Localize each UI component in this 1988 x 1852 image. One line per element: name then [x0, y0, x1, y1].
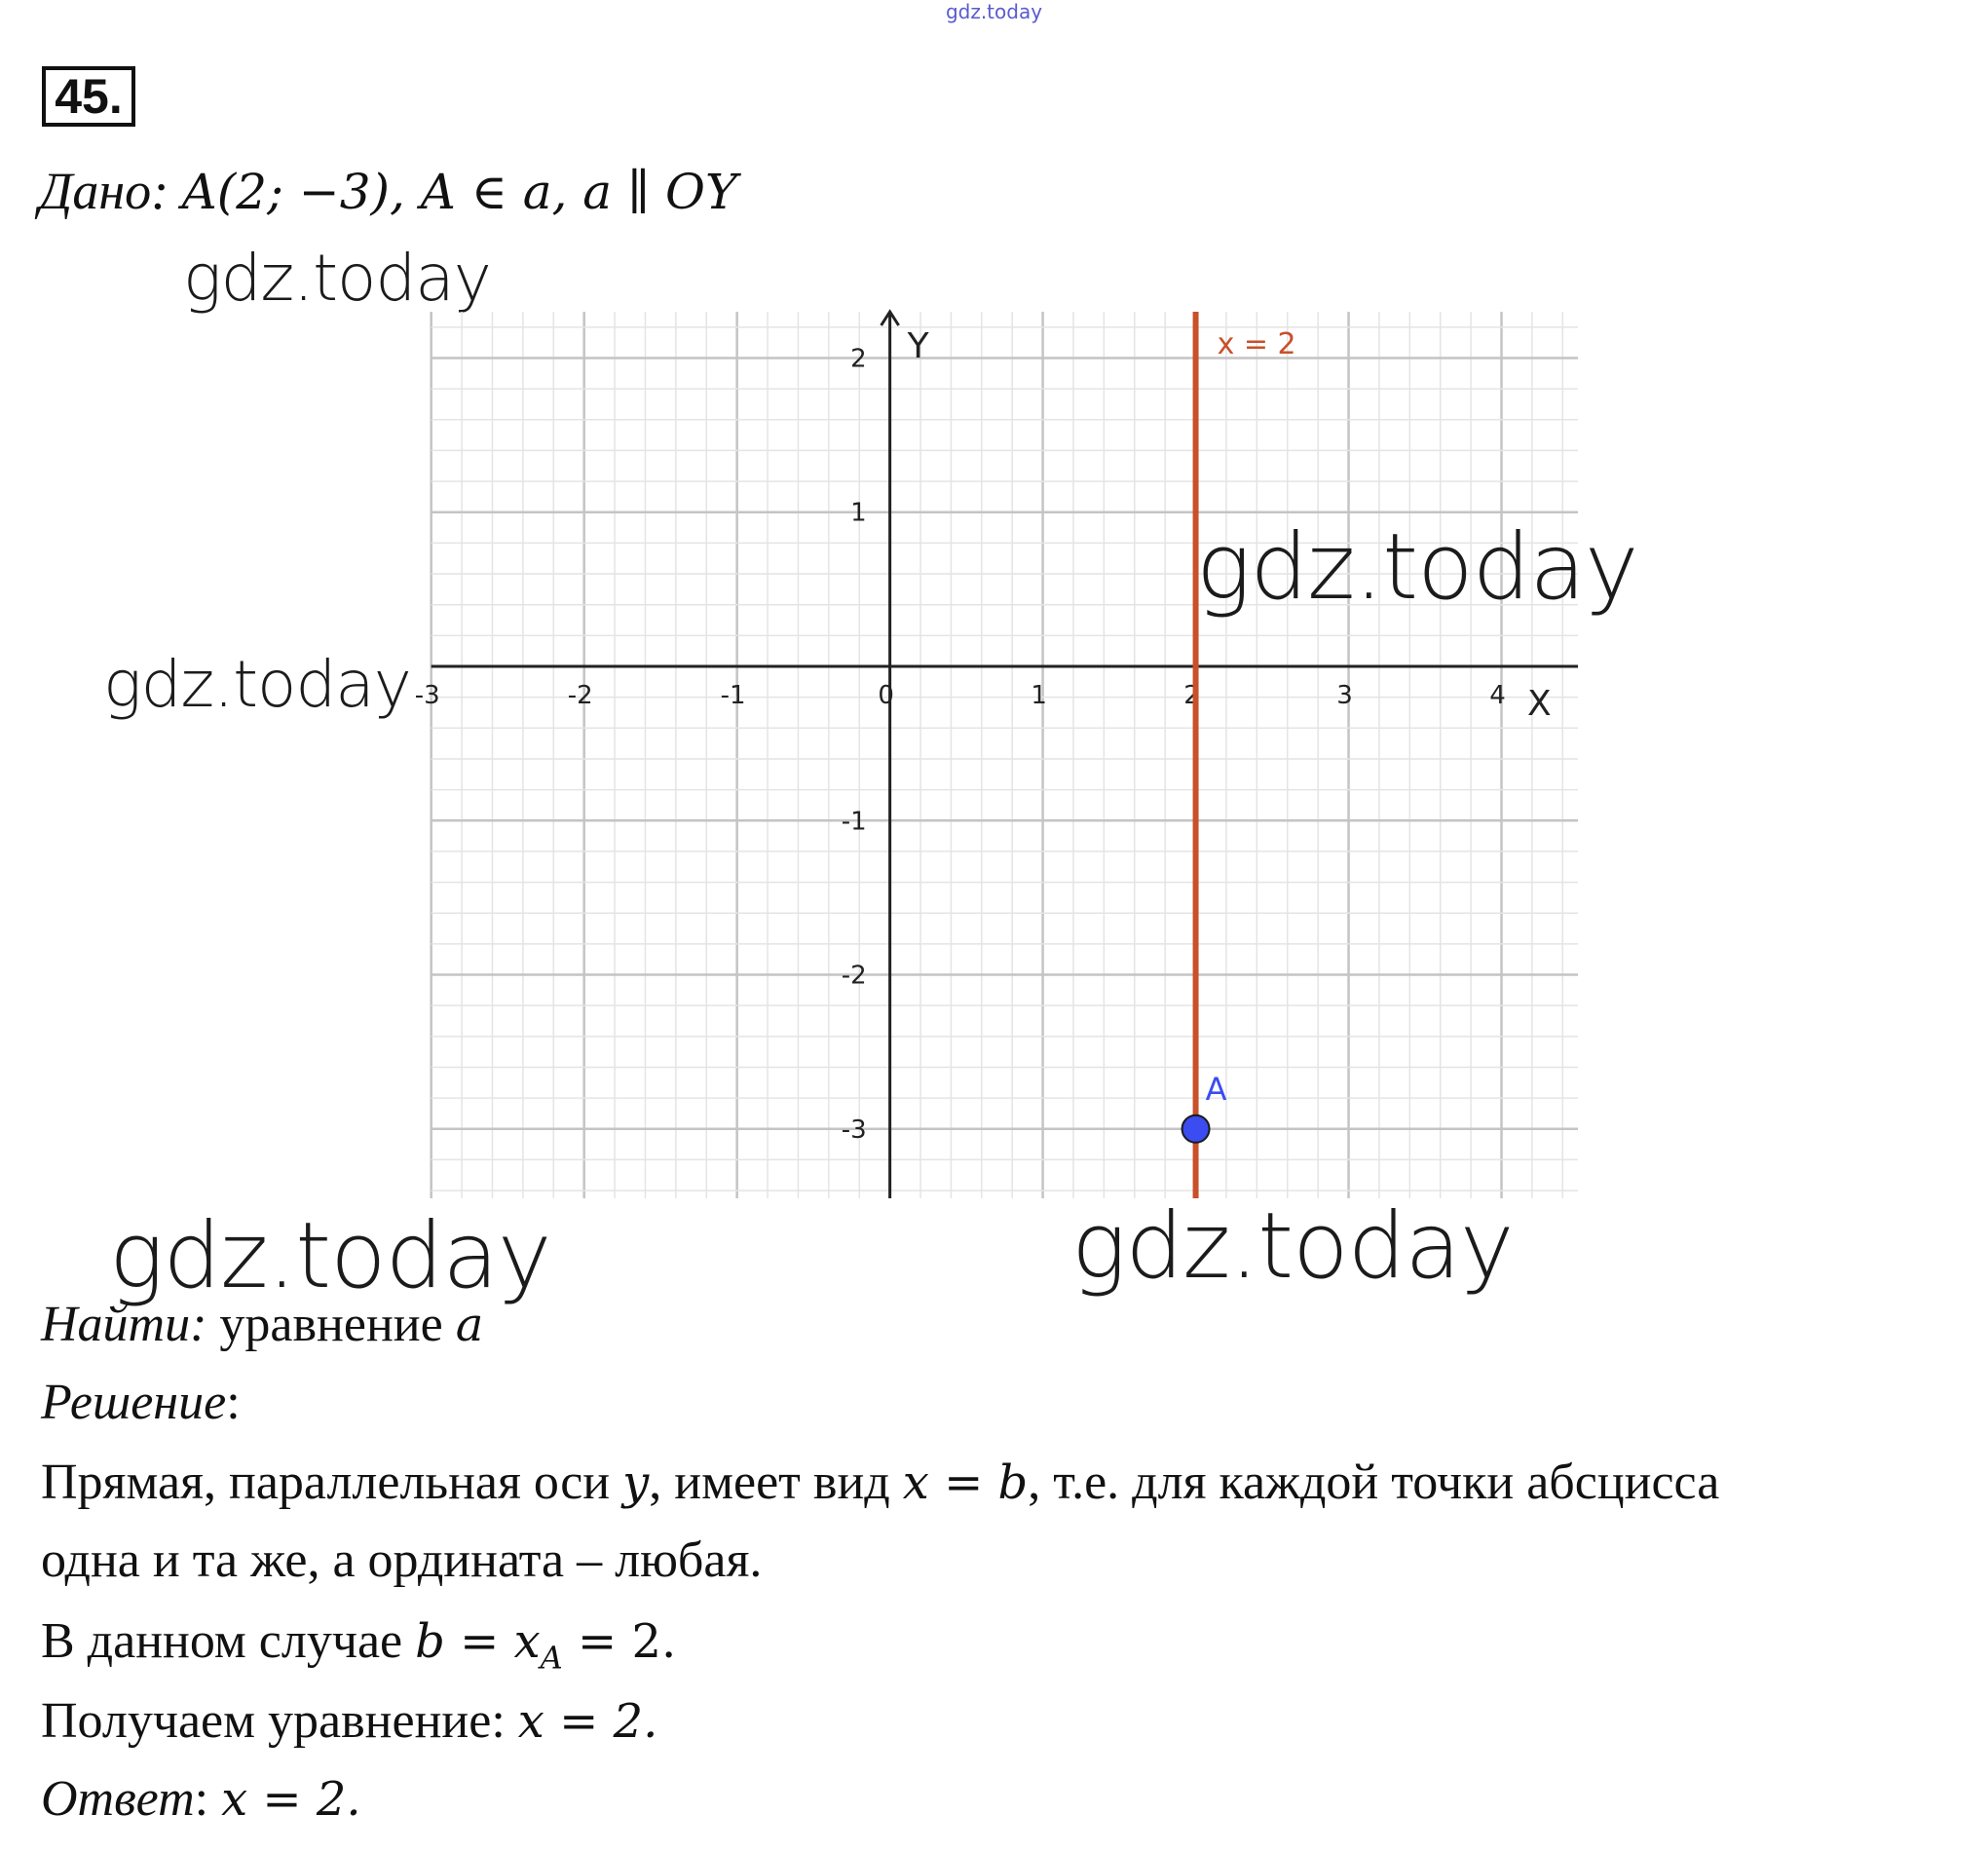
- solution-heading: [41, 1374, 241, 1431]
- x-tick-label: -3: [414, 681, 440, 710]
- y-axis-label: Y: [907, 326, 929, 366]
- answer-line: [41, 1770, 361, 1828]
- find-label: Найти:: [41, 1297, 207, 1352]
- given-label: Дано:: [39, 162, 169, 220]
- math-subscript: A: [540, 1639, 563, 1677]
- watermark: gdz.today: [1071, 1193, 1514, 1300]
- math-span: y: [622, 1455, 650, 1510]
- watermark: gdz.today: [109, 1203, 551, 1309]
- y-tick-label: -1: [841, 807, 867, 837]
- point-label: A: [1205, 1070, 1227, 1108]
- find-var: a: [455, 1298, 484, 1352]
- x-tick-label: 1: [1031, 681, 1047, 710]
- find-line: [41, 1296, 483, 1353]
- y-tick-label: -3: [841, 1115, 867, 1145]
- math-span: = 2.: [562, 1614, 677, 1669]
- answer-value: x = 2.: [221, 1772, 361, 1827]
- x-tick-label: 2: [1183, 681, 1200, 710]
- y-tick-label: 1: [850, 498, 867, 528]
- x-axis-label: X: [1527, 684, 1552, 724]
- solution-line-3: [41, 1612, 676, 1676]
- watermark: gdz.today: [1196, 514, 1638, 621]
- answer-colon: :: [194, 1771, 222, 1827]
- solution-label: Решение: [41, 1375, 227, 1430]
- x-tick-label: -1: [720, 681, 746, 710]
- text-span: , т.е. для каждой точки абсцисса: [1028, 1455, 1720, 1510]
- given-line: [39, 161, 737, 221]
- problem-number: 45.: [42, 66, 135, 127]
- x-tick-label: -2: [567, 681, 593, 710]
- math-span: x = b: [902, 1455, 1029, 1510]
- given-expression: A(2; −3), A ∈ a, a ∥ OY: [181, 164, 738, 220]
- x-tick-label: 0: [878, 681, 894, 710]
- math-span: b = x: [415, 1614, 541, 1669]
- solution-line-2: одна и та же, а ордината – любая.: [41, 1532, 763, 1588]
- solution-line-4: [41, 1692, 657, 1750]
- text-span: Прямая, параллельная оси: [41, 1455, 623, 1510]
- solution-colon: :: [226, 1375, 241, 1430]
- text-span: , имеет вид: [649, 1455, 903, 1510]
- y-tick-label: 2: [850, 344, 867, 374]
- solution-line-1: [41, 1454, 1719, 1511]
- point-marker: [1182, 1115, 1210, 1143]
- answer-label: Ответ: [41, 1771, 195, 1827]
- watermark: gdz.today: [103, 647, 411, 722]
- text-span: Получаем уравнение:: [41, 1693, 518, 1749]
- x-tick-label: 3: [1336, 681, 1353, 710]
- find-text: уравнение: [219, 1297, 443, 1352]
- series-label: x = 2: [1217, 327, 1296, 361]
- watermark: gdz.today: [183, 241, 491, 316]
- coordinate-plot: [409, 302, 1607, 1208]
- text-span: В данном случае: [41, 1613, 416, 1669]
- site-watermark-top: gdz.today: [945, 0, 1043, 23]
- math-span: x = 2.: [517, 1694, 658, 1749]
- x-tick-label: 4: [1489, 681, 1506, 710]
- y-tick-label: -2: [841, 961, 867, 991]
